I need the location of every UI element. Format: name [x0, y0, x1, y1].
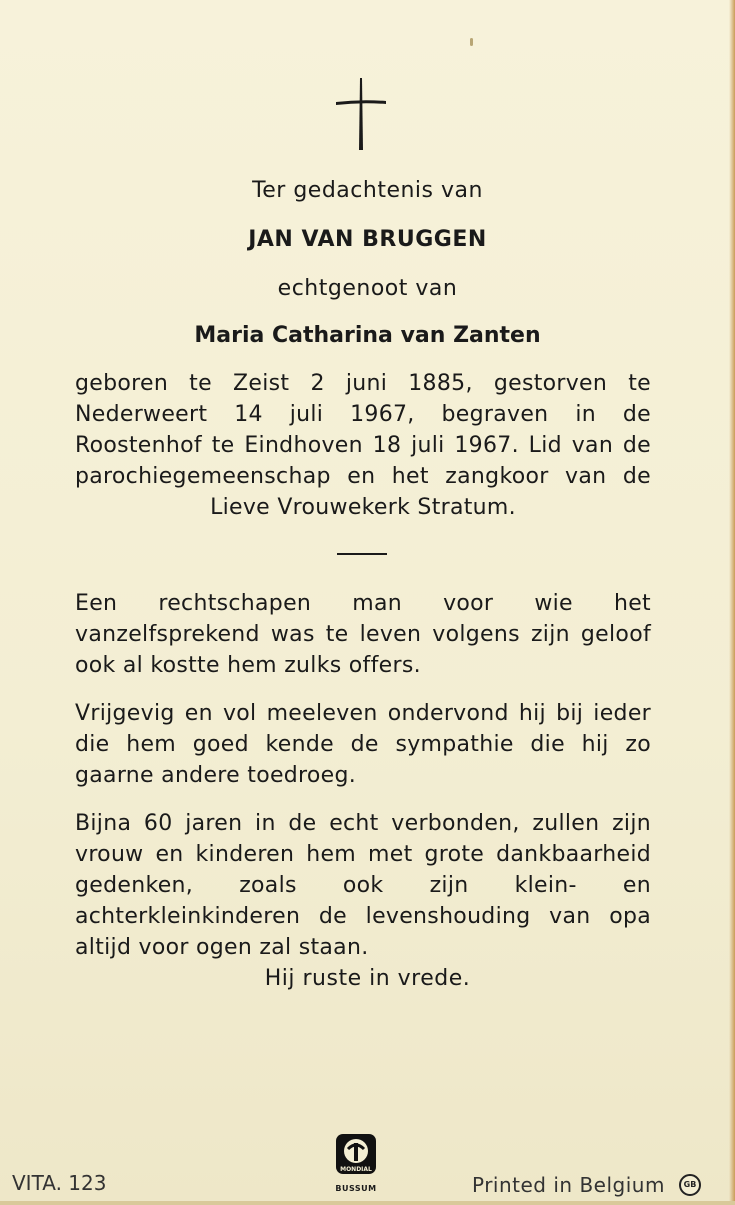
mondial-logo-icon: [335, 1133, 377, 1175]
logo-text: MONDIAL: [340, 1166, 372, 1173]
deceased-name: JAN VAN BRUGGEN: [248, 227, 487, 252]
intro-text: Ter gedachtenis van: [252, 178, 483, 203]
catalog-number: VITA. 123: [12, 1171, 107, 1195]
closing-text: Hij ruste in vrede.: [264, 966, 471, 991]
paper-spot: [470, 38, 473, 46]
spouse-name: Maria Catharina van Zanten: [194, 323, 541, 348]
divider: [337, 553, 387, 555]
spouse-intro-text: echtgenoot van: [277, 276, 458, 301]
cross-icon: [336, 78, 386, 150]
printed-in-text: Printed in Belgium: [472, 1173, 665, 1197]
tribute-paragraph-2: Vrijgevig en vol meeleven ondervond hij bij ieder die hem goed kende de sympathie die hij zo gaarne andere toedroeg.: [75, 701, 651, 788]
printer-mark-icon: GB: [679, 1174, 701, 1196]
tribute-paragraph-3: Bijna 60 jaren in de echt verbonden, zullen zijn vrouw en kinderen hem met grote dankbaarheid gedenken, zoals ook zijn klein- en achterkleinkinderen de levenshouding van opa altijd voor ogen zal staan.: [75, 811, 651, 960]
tribute-paragraph-1: Een rechtschapen man voor wie het vanzelfsprekend was te leven volgens zijn geloof ook al kostte hem zulks offers.: [75, 591, 651, 678]
bio-paragraph: geboren te Zeist 2 juni 1885, gestorven te Nederweert 14 juli 1967, begraven in de Roostenhof te Eindhoven 18 juli 1967. Lid van de parochiegemeenschap en het zangkoor van de Lieve Vrouwekerk Stratum.: [75, 371, 651, 520]
card-edge-right: [729, 0, 735, 1205]
card-edge-bottom: [0, 1201, 735, 1205]
printer-city: BUSSUM: [335, 1184, 377, 1193]
